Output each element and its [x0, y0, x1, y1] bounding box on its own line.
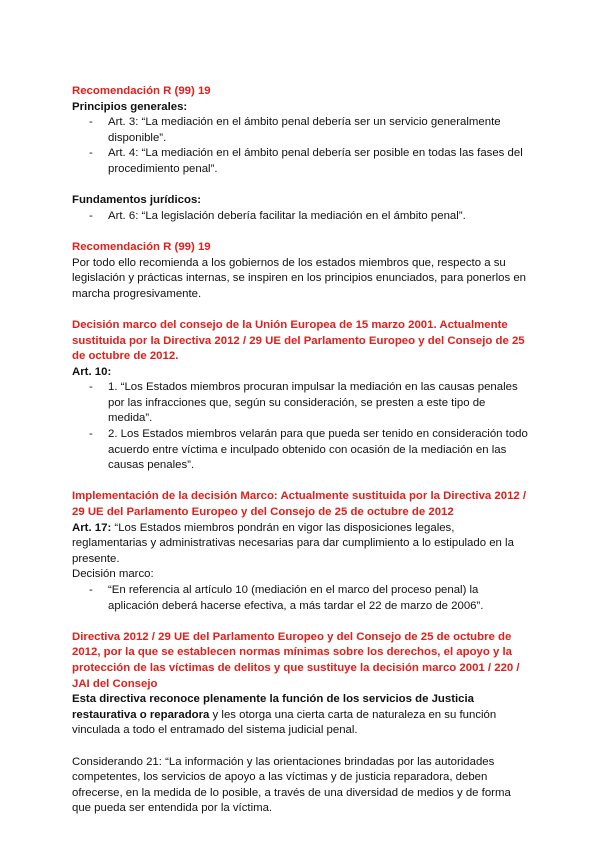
document-body [72, 84, 530, 817]
list-item: - Art. 3: “La mediación en el ámbito penal debería ser un servicio generalmente disponible”. [72, 115, 530, 146]
section-implementacion [72, 489, 530, 614]
section-title: Recomendación R (99) 19 [72, 240, 211, 253]
paragraph-text: y les otorga una cierta carta de naturaleza en su función vinculada a todo el entramado del sistema judicial penal. [72, 708, 497, 737]
section-subtitle: Fundamentos jurídicos: [72, 194, 202, 207]
section-directiva [72, 630, 530, 739]
paragraph [72, 521, 530, 568]
list-item: - 1. “Los Estados miembros procuran impulsar la mediación en las causas penales por las infracciones que, según su consideración, se presten a este tipo de medida”. [72, 380, 530, 427]
section-title: Recomendación R (99) 19 [72, 85, 211, 97]
list-item: - “En referencia al artículo 10 (mediación en el marco del proceso penal) la aplicación deberá hacerse efectiva, a más tardar el 22 de marzo de 2006”. [72, 583, 530, 614]
list-item: - 2. Los Estados miembros velarán para que pueda ser tenido en consideración todo acuerdo entre víctima e inculpado obtenido con ocasión de la mediación en las causas penales”. [72, 427, 530, 474]
article-label: Art. 17: [72, 521, 112, 534]
bullet-list [72, 380, 530, 474]
section-subtitle: Art. 10: [72, 365, 112, 378]
bullet-list [72, 209, 530, 225]
list-item: - Art. 4: “La mediación en el ámbito penal debería ser posible en todas las fases del procedimiento penal”. [72, 146, 530, 177]
list-item: - Art. 6: “La legislación debería facilitar la mediación en el ámbito penal”. [72, 209, 530, 225]
bullet-list [72, 115, 530, 177]
section-considerando [72, 755, 530, 817]
paragraph-label: Decisión marco: [72, 568, 154, 581]
section-title: Decisión marco del consejo de la Unión Europea de 15 marzo 2001. Actualmente sustituida por la Directiva 2012 / 29 UE del Parlamento Europeo y del Consejo de 25 de octubre de 2012. [72, 318, 525, 363]
section-subtitle: Principios generales: [72, 100, 188, 113]
bold-statement: Esta directiva reconoce plenamente la función de los servicios de Justicia restaurativa o reparadora [72, 693, 474, 721]
article-text: “Los Estados miembros pondrán en vigor las disposiciones legales, reglamentarias y administrativas necesarias para dar cumplimiento a lo estipulado en la presente. [72, 521, 514, 565]
section-recomendacion-conclusion [72, 240, 530, 302]
section-fundamentos [72, 193, 530, 224]
paragraph [72, 692, 530, 739]
paragraph: Considerando 21: “La información y las orientaciones brindadas por las autoridades competentes, los servicios de apoyo a las víctimas y de justicia reparadora, deben ofrecerse, en la medida de lo posible, a través de una diversidad de medios y de forma que pueda ser entendida por la víctima. [72, 755, 511, 815]
section-title: Directiva 2012 / 29 UE del Parlamento Europeo y del Consejo de 25 de octubre de 2012, por la que se establecen normas mínimas sobre los derechos, el apoyo y la protección de las víctimas de delitos y que sustituye la decisión marco 2001 / 220 / JAI del Consejo [72, 630, 520, 690]
bullet-list [72, 583, 530, 614]
section-recomendacion-principios [72, 84, 530, 178]
section-title: Implementación de la decisión Marco: Actualmente sustituida por la Directiva 2012 / 29 UE del Parlamento Europeo y del Consejo de 25 de octubre de 2012 [72, 490, 527, 519]
section-decision-marco [72, 318, 530, 474]
paragraph: Por todo ello recomienda a los gobiernos de los estados miembros que, respecto a su legislación y prácticas internas, se inspiren en los principios enunciados, para ponerlos en marcha progresivamente. [72, 256, 526, 300]
